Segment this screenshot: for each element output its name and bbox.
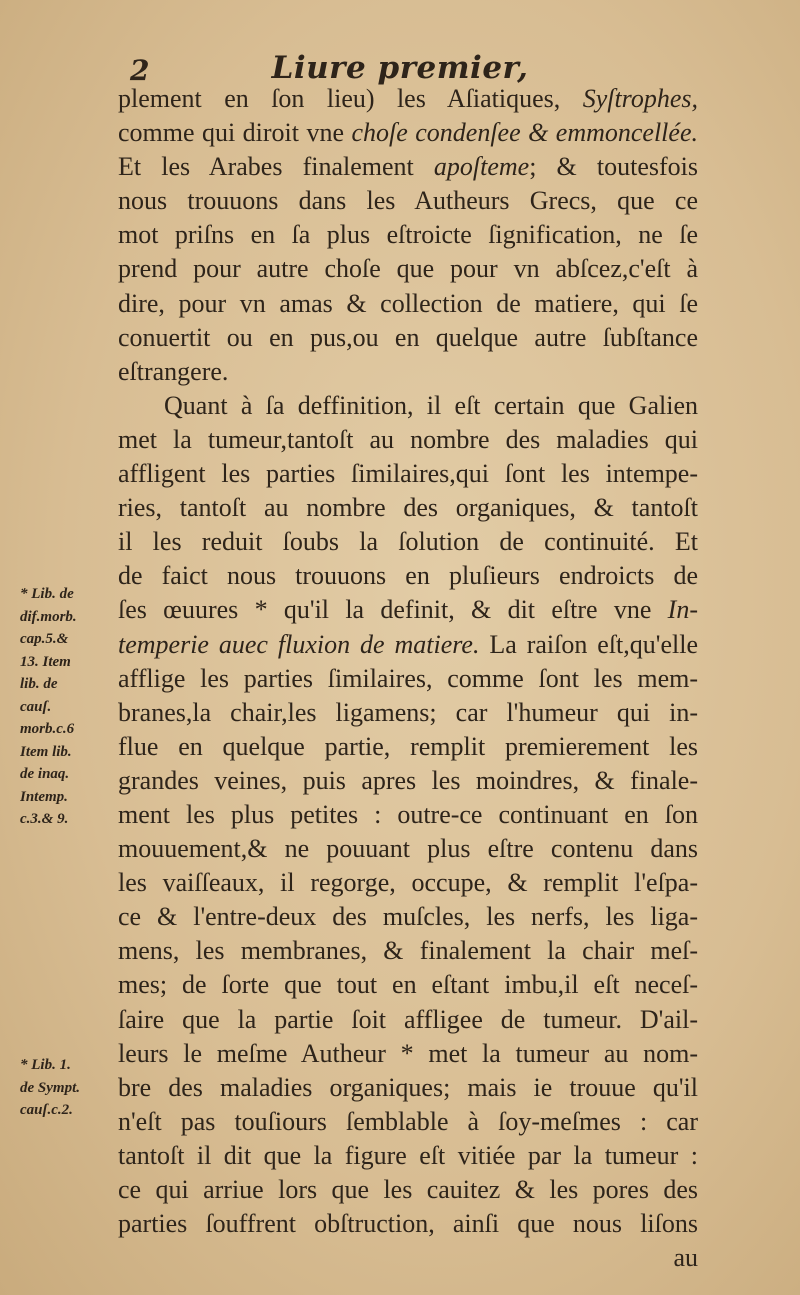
text-line xyxy=(118,491,698,525)
margin-note-line: Item lib. xyxy=(20,743,72,760)
text-segment: au xyxy=(673,1243,698,1273)
text-segment: apoſteme xyxy=(433,152,530,182)
text-segment: Et les Arabes finalement xyxy=(118,152,434,182)
text-line xyxy=(118,525,698,559)
margin-note-line: Intemp. xyxy=(20,788,68,805)
text-line xyxy=(118,900,698,934)
text-line xyxy=(118,389,698,423)
margin-note-line: c.3.& 9. xyxy=(20,811,69,827)
text-segment: affligent les parties ſimilaires,qui ſont les intempe- xyxy=(118,459,698,489)
text-segment: prend pour autre choſe que pour vn abſcez,c'eſt à xyxy=(118,254,698,284)
text-segment: conuertit ou en pus,ou en quelque autre ſubſtance xyxy=(118,322,698,352)
text-line xyxy=(118,82,698,116)
text-segment: mes; de ſorte que tout en eſtant imbu,il eſt neceſ- xyxy=(118,970,698,1000)
text-line xyxy=(118,1003,698,1037)
text-line xyxy=(118,355,698,389)
margin-note-line: cauſ.c.2. xyxy=(20,1102,73,1118)
text-line xyxy=(118,423,698,457)
text-segment: ce qui arriue lors que les cauitez & les pores des xyxy=(118,1175,698,1204)
text-line xyxy=(118,730,698,764)
text-line xyxy=(118,218,698,252)
margin-note-line: 13. Item xyxy=(20,653,71,670)
text-segment: ce & l'entre-deux des muſcles, les nerfs, les liga- xyxy=(118,902,698,932)
text-segment: mens, les membranes, & finalement la chair meſ- xyxy=(118,936,698,966)
margin-note-line: de Sympt. xyxy=(20,1079,80,1096)
text-segment: Syſtrophes, xyxy=(582,84,698,113)
text-line xyxy=(118,934,698,968)
text-segment: ſes œuures * qu'il la definit, & dit eſtre vne xyxy=(118,595,668,625)
text-line xyxy=(118,662,698,696)
text-segment: choſe condenſee & emmoncellée. xyxy=(351,118,698,148)
text-segment: eſtrangere. xyxy=(118,356,229,386)
text-segment: mouuement,& ne pouuant plus eſtre contenu dans xyxy=(118,834,698,864)
text-line xyxy=(118,1173,698,1207)
text-line xyxy=(118,116,698,150)
margin-note-line: cap.5.& xyxy=(20,631,69,647)
running-title: Liure premier, xyxy=(271,50,529,86)
text-segment: In- xyxy=(667,595,698,625)
text-segment: ment les plus petites : outre-ce continuant en ſon xyxy=(118,799,698,829)
text-segment: tantoſt il dit que la figure eſt vitiée par la tumeur : xyxy=(118,1140,698,1170)
margin-note-line: lib. de xyxy=(20,676,58,692)
text-segment: nous trouuons dans les Autheurs Grecs, que ce xyxy=(118,186,698,216)
text-segment: dire, pour vn amas & collection de matiere, qui ſe xyxy=(118,288,698,318)
text-segment: les vaiſſeaux, il regorge, occupe, & remplit l'eſpa- xyxy=(118,868,698,898)
text-line xyxy=(118,457,698,491)
body-text xyxy=(118,82,698,1275)
text-line xyxy=(118,764,698,798)
text-line xyxy=(118,1071,698,1105)
text-segment: parties ſouffrent obſtruction, ainſi que nous liſons xyxy=(118,1209,698,1239)
text-line xyxy=(118,1207,698,1241)
text-line xyxy=(118,150,698,184)
margin-note-line: de inaq. xyxy=(20,766,70,782)
text-segment: comme qui diroit vne xyxy=(118,118,352,148)
text-segment: plement en ſon lieu) les Aſiatiques, xyxy=(118,84,583,113)
margin-note-sympt-ref xyxy=(20,1054,120,1122)
text-line xyxy=(118,1037,698,1071)
text-segment: flue en quelque partie, remplit premierement les xyxy=(118,731,698,761)
text-line xyxy=(118,559,698,593)
margin-note-line: dif.morb. xyxy=(20,608,77,625)
text-segment: leurs le meſme Autheur * met la tumeur au nom- xyxy=(118,1038,698,1068)
text-segment: mot priſns en ſa plus eſtroicte ſignification, ne ſe xyxy=(118,220,698,250)
text-line xyxy=(118,184,698,218)
text-line xyxy=(118,321,698,355)
text-line xyxy=(118,798,698,832)
text-line xyxy=(118,866,698,900)
margin-note-line: cauſ. xyxy=(20,698,52,715)
text-segment: ſaire que la partie ſoit affligee de tumeur. D'ail- xyxy=(118,1004,698,1034)
text-line xyxy=(118,287,698,321)
text-line xyxy=(118,696,698,730)
text-line xyxy=(118,1105,698,1139)
text-segment: grandes veines, puis apres les moindres, & finale- xyxy=(118,765,698,795)
text-line xyxy=(118,1139,698,1173)
text-segment: temperie auec fluxion de matiere. xyxy=(118,629,480,659)
text-segment: ries, tantoſt au nombre des organiques, & tantoſt xyxy=(118,493,698,523)
text-segment: afflige les parties ſimilaires, comme ſont les mem- xyxy=(118,663,698,693)
page-number: 2 xyxy=(130,54,150,87)
margin-note-line: morb.c.6 xyxy=(20,721,75,737)
text-segment: bre des maladies organiques; mais ie trouue qu'il xyxy=(118,1072,698,1102)
text-line xyxy=(118,1241,698,1275)
text-segment: La raiſon eſt,qu'elle xyxy=(479,629,698,659)
text-segment: il les reduit ſoubs la ſolution de continuité. Et xyxy=(118,527,698,557)
text-line xyxy=(118,628,698,662)
text-segment: n'eſt pas touſiours ſemblable à ſoy-meſmes : car xyxy=(118,1106,698,1136)
margin-note-line: * Lib. 1. xyxy=(20,1057,71,1073)
text-segment: met la tumeur,tantoſt au nombre des maladies qui xyxy=(118,424,698,454)
text-segment: de faict nous trouuons en pluſieurs endroicts de xyxy=(118,561,698,591)
text-line xyxy=(118,252,698,286)
text-line xyxy=(118,593,698,627)
text-segment: Quant à ſa deffinition, il eſt certain que Galien xyxy=(164,390,698,420)
margin-note-line: * Lib. de xyxy=(20,586,74,602)
text-line xyxy=(118,968,698,1002)
text-segment: branes,la chair,les ligamens; car l'humeur qui in- xyxy=(118,697,698,727)
text-line xyxy=(118,832,698,866)
margin-note-galien-refs xyxy=(20,583,120,831)
text-segment: ; & toutesfois xyxy=(529,152,698,182)
